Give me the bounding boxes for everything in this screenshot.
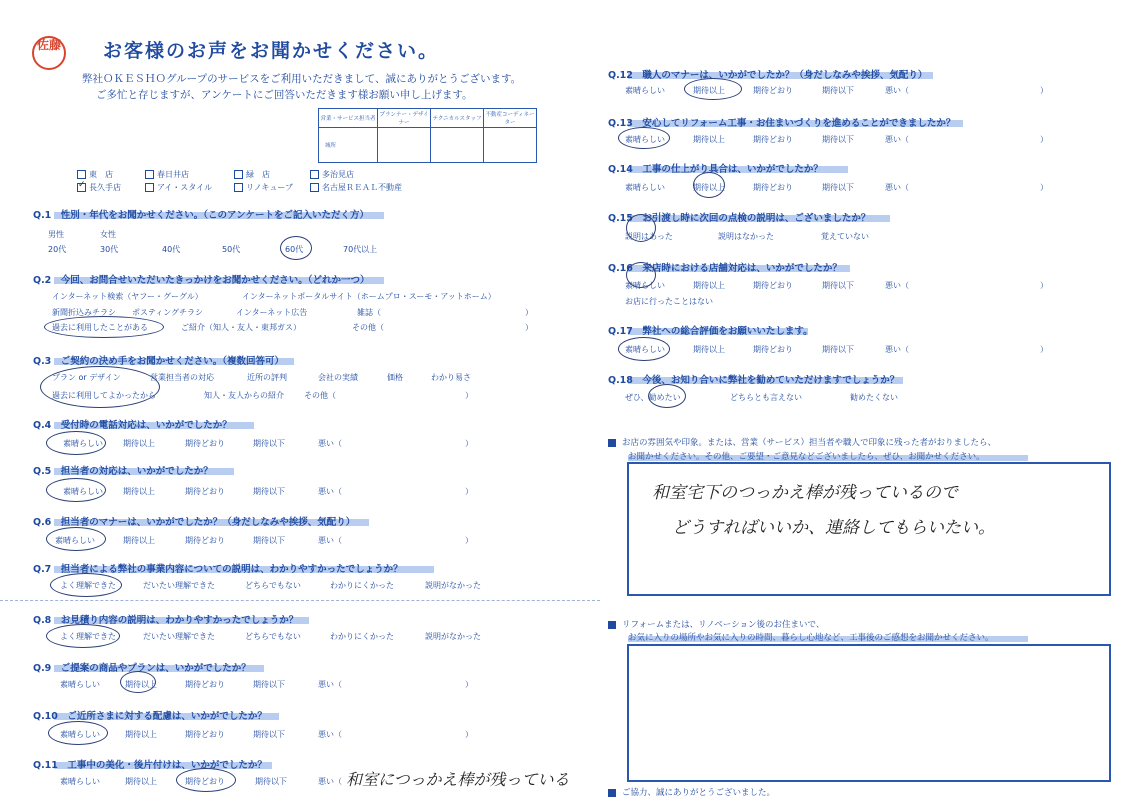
option[interactable]: 悪い（ (885, 135, 909, 144)
option[interactable]: 営業担当者の対応 (150, 373, 214, 382)
option[interactable]: 期待どおり (753, 135, 793, 144)
question-label: Q.18 今後、お知り合いに弊社を勧めていただけますでしょうか？ (608, 375, 900, 386)
handwritten-note: 和室につっかえ棒が残っている (346, 770, 570, 789)
free-comment-prompt-2b: お気に入りの場所やお気に入りの時間、暮らし心地など、工事後のご感想をお聞かせください。 (628, 633, 994, 643)
question-label: Q.14 工事の仕上がり具合は、いかがでしたか？ (608, 164, 823, 175)
option[interactable]: 悪い（ (885, 183, 909, 192)
question-label: Q.13 安心してリフォーム工事・お住まいづくりを進めることができましたか？ (608, 118, 956, 129)
option[interactable]: 期待以下 (822, 281, 854, 290)
question-label: Q.11 工事中の美化・後片付けは、いかがでしたか？ (33, 760, 267, 771)
option[interactable]: 近所の評判 (247, 373, 287, 382)
staff-header-technical: テクニカルスタッフ (431, 109, 484, 128)
store-option[interactable]: 名古屋ＲＥＡＬ不動産 (310, 182, 402, 193)
square-bullet-icon (608, 621, 616, 629)
option[interactable]: 期待以下 (253, 730, 285, 739)
question-label: Q.9 ご提案の商品やプランは、いかがでしたか？ (33, 663, 251, 674)
option[interactable]: 覚えていない (821, 232, 869, 241)
option-selected[interactable]: 素晴らしい (63, 487, 103, 496)
option[interactable]: 期待以下 (253, 487, 285, 496)
option[interactable]: 悪い（ (318, 439, 342, 448)
option[interactable]: だいたい理解できた (143, 581, 215, 590)
option[interactable]: どちらでもない (245, 581, 301, 590)
answer-circle (684, 78, 742, 100)
option[interactable]: 期待以下 (253, 439, 285, 448)
staff-header-realestate: 不動産コーディネーター (484, 109, 537, 128)
staff-header-planner: プランナー・デザイナー (378, 109, 431, 128)
option[interactable]: 悪い（ (318, 777, 342, 786)
store-option[interactable]: アイ・スタイル (145, 182, 212, 193)
paren-close: ） (525, 323, 533, 332)
option[interactable]: 素晴らしい (60, 680, 100, 689)
answer-circle (618, 127, 670, 149)
option[interactable]: 期待以上 (123, 439, 155, 448)
option[interactable]: その他（ (304, 391, 336, 400)
option[interactable]: 説明がなかった (425, 632, 481, 641)
option[interactable]: 男性 (48, 230, 64, 239)
paren-close: ） (465, 730, 473, 739)
option[interactable]: 期待どおり (185, 680, 225, 689)
option-selected[interactable]: 過去に利用してよかったから (52, 391, 156, 400)
checkbox-icon (310, 170, 319, 179)
square-bullet-icon (608, 439, 616, 447)
option[interactable]: 知人・友人からの紹介 (204, 391, 284, 400)
paren-close: ） (465, 487, 473, 496)
option-selected[interactable]: 素晴らしい (625, 345, 665, 354)
option[interactable]: プラン or デザイン (52, 373, 121, 382)
option[interactable]: 期待以下 (822, 135, 854, 144)
answer-circle (693, 172, 725, 198)
question-label: Q.12 職人のマナーは、いかがでしたか？（身だしなみや挨拶、気配り） (608, 70, 928, 81)
option[interactable]: 勧めたくない (850, 393, 898, 402)
checkbox-icon (234, 170, 243, 179)
checkbox-icon (145, 170, 154, 179)
answer-circle (176, 768, 236, 792)
handwritten-answer-line-1: 和室宅下のつっかえ棒が残っているので (652, 483, 958, 503)
option[interactable]: お店に行ったことはない (625, 297, 713, 306)
option[interactable]: 40代 (162, 245, 181, 254)
option[interactable]: 期待どおり (185, 487, 225, 496)
question-label: Q.17 弊社への総合評価をお願いいたします。 (608, 326, 813, 337)
answer-circle (48, 721, 108, 745)
option[interactable]: 期待以上 (125, 730, 157, 739)
paren-close: ） (1040, 135, 1048, 144)
question-label: Q.5 担当者の対応は、いかがでしたか？ (33, 466, 213, 477)
option[interactable]: 会社の実績 (318, 373, 358, 382)
checkbox-icon (145, 183, 154, 192)
option[interactable]: 期待どおり (185, 439, 225, 448)
store-option[interactable]: 多治見店 (310, 169, 354, 180)
footer-thanks: ご協力、誠にありがとうございました。 (608, 786, 775, 798)
option-selected[interactable]: 素晴らしい (55, 536, 95, 545)
intro-line-1: 弊社ＯＫＥＳＨＯグループのサービスをご利用いただきまして、誠にありがとうございます。 (82, 73, 522, 85)
intro-line-2: ご多忙と存じますが、アンケートにご回答いただきます様お願い申し上げます。 (96, 89, 473, 101)
option[interactable]: 期待以下 (822, 183, 854, 192)
paren-close: ） (1040, 345, 1048, 354)
answer-circle (626, 214, 656, 242)
answer-circle (46, 624, 120, 648)
option[interactable]: 期待以上 (123, 487, 155, 496)
option[interactable]: 悪い（ (318, 536, 342, 545)
option[interactable]: インターネット検索（ヤフー・グーグル） (52, 292, 203, 301)
answer-circle (618, 337, 670, 361)
staff-table (318, 108, 537, 163)
option[interactable]: 説明はなかった (718, 232, 774, 241)
option[interactable]: インターネットポータルサイト（ホームプロ・スーモ・アットホーム） (242, 292, 496, 301)
option-selected[interactable]: よく理解できた (60, 632, 116, 641)
question-label: Q.2 今回、お問合せいただいたきっかけをお聞かせください。（どれか一つ） (33, 275, 370, 286)
staff-realestate-value[interactable] (484, 128, 537, 163)
option[interactable]: 期待以下 (253, 536, 285, 545)
answer-circle (40, 366, 160, 408)
checkbox-icon (310, 183, 319, 192)
option[interactable]: 50代 (222, 245, 241, 254)
option[interactable]: 期待以下 (822, 86, 854, 95)
option-selected[interactable]: 素晴らしい (625, 135, 665, 144)
divider (0, 600, 600, 601)
option[interactable]: どちらでもない (245, 632, 301, 641)
paren-close: ） (465, 439, 473, 448)
question-label: Q.10 ご近所さまに対する配慮は、いかがでしたか？ (33, 711, 267, 722)
option[interactable]: 悪い（ (885, 345, 909, 354)
page-title: お客様のお声をお聞かせください。 (103, 40, 440, 62)
answer-circle (50, 573, 122, 597)
answer-circle (120, 671, 156, 693)
option-selected[interactable]: 期待以上 (125, 680, 157, 689)
paren-close: ） (465, 680, 473, 689)
option[interactable]: わかり易さ (431, 373, 471, 382)
option[interactable]: 期待以下 (255, 777, 287, 786)
question-label: Q.3 ご契約の決め手をお聞かせください。（複数回答可） (33, 356, 285, 367)
square-bullet-icon (608, 789, 616, 797)
checkbox-icon (77, 170, 86, 179)
question-label: Q.8 お見積り内容の説明は、わかりやすかったでしょうか？ (33, 615, 299, 626)
option[interactable]: 期待どおり (753, 86, 793, 95)
free-comment-prompt-1b: お聞かせください。その他、ご要望・ご意見などございましたら、ぜひ、お聞かせください。 (628, 452, 985, 462)
paren-close: ） (465, 391, 473, 400)
option-selected[interactable]: 過去に利用したことがある (52, 323, 148, 332)
answer-circle (46, 478, 106, 502)
option-selected[interactable]: 期待どおり (185, 777, 225, 786)
option[interactable]: 期待以上 (123, 536, 155, 545)
option[interactable]: 悪い（ (318, 730, 342, 739)
store-option[interactable]: リノキューブ (234, 182, 293, 193)
option-selected[interactable]: 素晴らしい (60, 730, 100, 739)
option[interactable]: ご紹介（知人・友人・東邦ガス） (181, 323, 301, 332)
option[interactable]: その他（ (352, 323, 384, 332)
option[interactable]: 期待以上 (693, 345, 725, 354)
option[interactable]: 素晴らしい (60, 777, 100, 786)
answer-circle (648, 384, 686, 408)
option[interactable]: インターネット広告 (236, 308, 308, 317)
answer-circle (46, 431, 106, 455)
answer-circle (626, 262, 656, 288)
paren-close: ） (1040, 86, 1048, 95)
option-selected[interactable]: ぜひ、勧めたい (625, 393, 681, 402)
option-selected[interactable]: よく理解できた (60, 581, 116, 590)
staff-sales-value[interactable]: 城所 (319, 128, 378, 163)
paren-close: ） (525, 308, 533, 317)
checkbox-icon (234, 183, 243, 192)
staff-header-sales: 営業・サービス担当者 (319, 109, 378, 128)
option[interactable]: 素晴らしい (625, 281, 665, 290)
option[interactable]: 女性 (100, 230, 116, 239)
paren-close: ） (1040, 183, 1048, 192)
free-comment-prompt-2: リフォームまたは、リノベーション後のお住まいで、 (608, 618, 824, 630)
option[interactable]: 悪い（ (318, 680, 342, 689)
option[interactable]: ポスティングチラシ (132, 308, 204, 317)
staff-technical-value[interactable] (431, 128, 484, 163)
option[interactable]: 説明がなかった (425, 581, 481, 590)
option-selected[interactable]: 説明はあった (625, 232, 673, 241)
question-label: Q.16 来店時における店舗対応は、いかがでしたか？ (608, 263, 842, 274)
option-selected[interactable]: 素晴らしい (63, 439, 103, 448)
question-label: Q.15 お引渡し時に次回の点検の説明は、ございましたか？ (608, 213, 871, 224)
question-label: Q.1 性別・年代をお聞かせください。（このアンケートをご記入いただく方） (33, 210, 369, 221)
option[interactable]: 30代 (100, 245, 119, 254)
option[interactable]: どちらとも言えない (730, 393, 802, 402)
option[interactable]: 期待以上 (693, 281, 725, 290)
store-option[interactable]: 緑 店 (234, 169, 270, 180)
option-selected[interactable]: 期待以上 (693, 86, 725, 95)
option[interactable]: 悪い（ (885, 281, 909, 290)
option[interactable]: 期待以上 (125, 777, 157, 786)
option[interactable]: 期待どおり (753, 281, 793, 290)
option[interactable]: 期待以下 (822, 345, 854, 354)
option[interactable]: 価格 (387, 373, 403, 382)
option[interactable]: 悪い（ (318, 487, 342, 496)
staff-planner-value[interactable] (378, 128, 431, 163)
option[interactable]: 期待以上 (693, 135, 725, 144)
option[interactable]: 期待どおり (753, 183, 793, 192)
option[interactable]: 20代 (48, 245, 67, 254)
answer-circle (44, 316, 164, 338)
answer-circle (280, 236, 312, 260)
option[interactable]: 雑誌（ (357, 308, 381, 317)
question-label: Q.7 担当者による弊社の事業内容についての説明は、わかりやすかったでしょうか？ (33, 564, 403, 575)
option[interactable]: 70代以上 (343, 245, 378, 254)
option[interactable]: 期待以下 (253, 680, 285, 689)
option[interactable]: 期待どおり (185, 730, 225, 739)
store-option[interactable]: ✓ 長久手店 (78, 180, 121, 192)
option[interactable]: わかりにくかった (330, 632, 394, 641)
option[interactable]: 期待どおり (753, 345, 793, 354)
question-label: Q.4 受付時の電話対応は、いかがでしたか？ (33, 420, 232, 431)
store-option[interactable]: 春日井店 (145, 169, 189, 180)
checkbox-checked-icon: ✓ (78, 180, 86, 190)
option[interactable]: 素晴らしい (625, 86, 665, 95)
option[interactable]: わかりにくかった (330, 581, 394, 590)
seal-stamp: 佐藤 (32, 36, 66, 70)
option-selected[interactable]: 60代 (285, 245, 304, 254)
option[interactable]: 悪い（ (885, 86, 909, 95)
option-selected[interactable]: 期待以上 (693, 183, 725, 192)
answer-circle (46, 527, 106, 551)
option[interactable]: 新聞折込みチラシ (52, 308, 116, 317)
store-option[interactable]: 東 店 (77, 169, 113, 180)
option[interactable]: 期待どおり (185, 536, 225, 545)
option[interactable]: 素晴らしい (625, 183, 665, 192)
free-comment-prompt-1: お店の雰囲気や印象。または、営業（サービス）担当者や職人で印象に残った者がおりましたら、 (608, 436, 996, 448)
question-label: Q.6 担当者のマナーは、いかがでしたか？（身だしなみや挨拶、気配り） (33, 517, 356, 528)
handwritten-answer-line-2: どうすればいいか、連絡してもらいたい。 (672, 518, 995, 538)
paren-close: ） (465, 536, 473, 545)
paren-close: ） (1040, 281, 1048, 290)
free-comment-box-2[interactable] (627, 644, 1111, 782)
option[interactable]: だいたい理解できた (143, 632, 215, 641)
